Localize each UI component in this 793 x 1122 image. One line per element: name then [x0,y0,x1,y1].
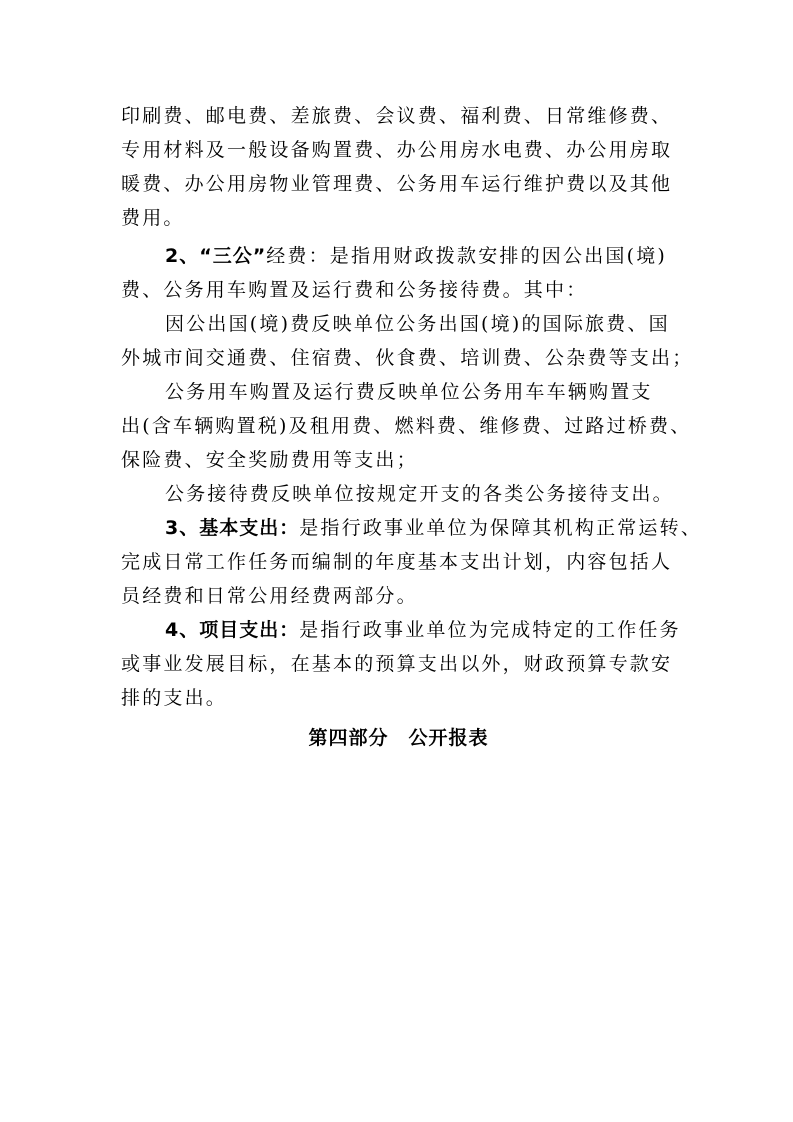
term-label: 4、项目支出： [165,619,300,641]
text-line [121,613,681,647]
term-definition: 经费：是指用财政拨款安排的因公出国(境) [266,245,668,267]
term-definition: 是指行政事业单位为完成特定的工作任务 [299,619,681,641]
term-definition: 是指行政事业单位为保障其机构正常运转、 [299,517,703,539]
term-label: 2、“三公” [165,245,267,267]
text-line: 出(含车辆购置税)及租用费、燃料费、维修费、过路过桥费、 [121,415,692,437]
text-line: 外城市间交通费、住宿费、伙食费、培训费、公杂费等支出； [121,347,694,369]
paragraph-vehicle-expenses [121,375,692,477]
paragraph-reception-expenses [121,477,676,511]
text-line: 费、公务用车购置及运行费和公务接待费。其中： [121,279,588,301]
paragraph-overseas-travel [121,307,694,375]
term-label: 3、基本支出： [165,517,300,539]
paragraph-expense-list [121,99,676,235]
text-line: 或事业发展目标，在基本的预算支出以外，财政预算专款安 [121,653,673,675]
text-line: 费用。 [121,207,185,229]
paragraph-basic-expenditure [121,511,703,613]
text-line: 完成日常工作任务而编制的年度基本支出计划，内容包括人 [121,551,673,573]
paragraph-project-expenditure [121,613,681,715]
text-line: 员经费和日常公用经费两部分。 [121,585,418,607]
text-line: 保险费、安全奖励费用等支出； [121,449,418,471]
text-line: 因公出国(境)费反映单位公务出国(境)的国际旅费、国 [165,313,670,335]
text-line: 公务接待费反映单位按规定开支的各类公务接待支出。 [165,483,674,505]
text-line: 公务用车购置及运行费反映单位公务用车车辆购置支 [165,381,653,403]
text-line: 暖费、办公用房物业管理费、公务用车运行维护费以及其他 [121,173,673,195]
text-line [121,511,703,545]
section-heading: 第四部分 公开报表 [308,727,489,749]
text-line [121,239,676,273]
document-page [121,99,703,755]
text-line: 排的支出。 [121,687,228,709]
paragraph-three-public-expenses [121,239,676,307]
text-line: 专用材料及一般设备购置费、办公用房水电费、办公用房取 [121,139,673,161]
text-line: 印刷费、邮电费、差旅费、会议费、福利费、日常维修费、 [121,105,673,127]
